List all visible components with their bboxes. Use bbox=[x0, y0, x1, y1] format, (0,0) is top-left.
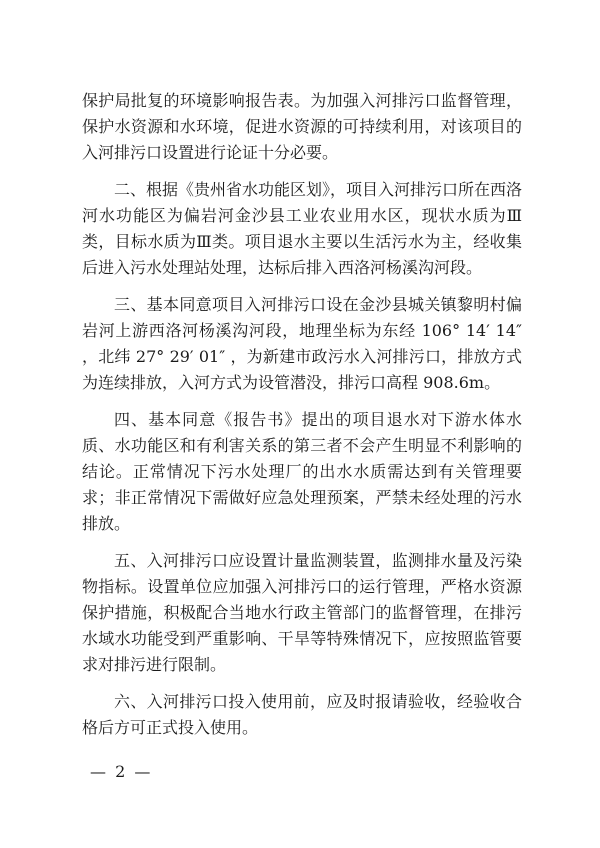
paragraph-continuation: 保护局批复的环境影响报告表。为加强入河排污口监督管理，保护水资源和水环境，促进水资源的可持续利用，对该项目的入河排污口设置进行论证十分必要。 bbox=[82, 91, 522, 162]
paragraph-item-4: 四、基本同意《报告书》提出的项目退水对下游水体水质、水功能区和有利害关系的第三者不会产生明显不利影响的结论。正常情况下污水处理厂的出水水质需达到有关管理要求；非正常情况下需做好应急处理预案，严禁未经处理的污水排放。 bbox=[82, 410, 522, 533]
paragraph-item-2: 二、根据《贵州省水功能区划》，项目入河排污口所在西洛河水功能区为偏岩河金沙县工业农业用水区，现状水质为Ⅲ类，目标水质为Ⅲ类。项目退水主要以生活污水为主，经收集后进入污水处理站处理，达标后排入西洛河杨溪沟河段。 bbox=[82, 180, 523, 277]
paragraph-item-6: 六、入河排污口投入使用前，应及时报请验收，经验收合格后方可正式投入使用。 bbox=[82, 692, 522, 737]
paragraph-item-5: 五、入河排污口应设置计量监测装置，监测排水量及污染物指标。设置单位应加强入河排污口的运行管理，严格水资源保护措施，积极配合当地水行政主管部门的监督管理，在排污水域水功能受到严重影响、干旱等特殊情况下，应按照监管要求对排污进行限制。 bbox=[82, 551, 522, 674]
document-body bbox=[82, 88, 522, 752]
paragraph-item-3: 三、基本同意项目入河排污口设在金沙县城关镇黎明村偏岩河上游西洛河杨溪沟河段，地理坐标为东经 106° 14′ 14″ ，北纬 27° 29′ 01″ ，为新建市政污水入河排污口，排放方式为连续排放，入河方式为设管潜没，排污口高程 908.6m。 bbox=[82, 295, 522, 392]
page-number: — 2 — bbox=[90, 762, 153, 781]
